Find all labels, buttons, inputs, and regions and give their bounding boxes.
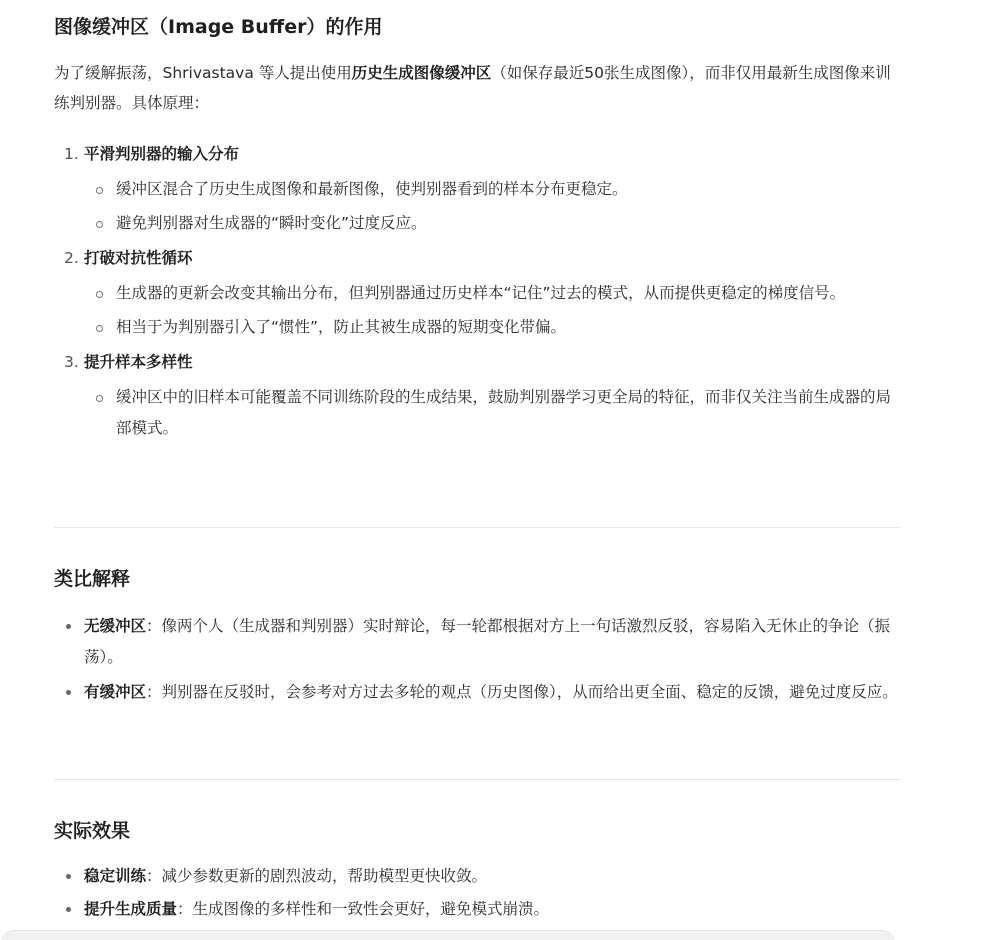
section-divider [54,779,900,780]
sub-item [84,382,900,444]
sub-item-text: 相当于为判别器引入了“惯性”，防止其被生成器的短期变化带偏。 [116,318,567,336]
sub-list [84,174,900,239]
list-number: 1. [64,145,79,163]
sub-item-text: 生成器的更新会改变其输出分布，但判别器通过历史样本“记住”过去的模式，从而提供更稳定的梯度信号。 [116,284,846,302]
list-number: 2. [64,249,79,267]
section-title-analogy: 类比解释 [54,568,131,590]
sub-item-text: 缓冲区中的旧样本可能覆盖不同训练阶段的生成结果，鼓励判别器学习更全局的特征，而非仅关注当前生成器的局部模式。 [116,388,892,437]
principle-list [54,138,900,447]
list-item-bold: 提升生成质量 [84,900,178,918]
list-item [54,677,900,708]
intro-text-before: 为了缓解振荡，Shrivastava 等人提出使用 [54,64,352,82]
intro-text-bold: 历史生成图像缓冲区 [351,64,492,82]
sub-list [84,278,900,343]
sub-item-text: 避免判别器对生成器的“瞬时变化”过度反应。 [116,214,427,232]
effects-list [54,859,900,927]
principle-item [54,242,900,343]
section-title-effects: 实际效果 [54,820,131,842]
principle-item [54,346,900,444]
list-item-bold: 有缓冲区 [84,683,147,701]
sub-item [84,278,900,309]
intro-text-after: （如保存最近50张生成图像），而非仅用最新生成图像来训练判别器。具体原理： [54,64,891,112]
sub-item [84,312,900,343]
intro-paragraph [54,58,900,118]
list-item [54,894,900,925]
section-divider [54,527,900,528]
sub-list [84,382,900,444]
sub-item [84,208,900,239]
list-item [54,861,900,892]
principle-title: 平滑判别器的输入分布 [84,145,240,163]
list-item-text: ：判别器在反驳时，会参考对方过去多轮的观点（历史图像），从而给出更全面、稳定的反馈，避免过度反应。 [146,683,898,701]
list-item-bold: 稳定训练 [84,867,147,885]
list-item [54,611,900,673]
principle-item [54,138,900,239]
list-item-text: ：像两个人（生成器和判别器）实时辩论，每一轮都根据对方上一句话激烈反驳，容易陷入无休止的争论（振荡）。 [84,617,891,666]
hollow-bullet-icon [96,221,103,228]
hollow-bullet-icon [96,395,103,402]
list-item-text: ：减少参数更新的剧烈波动，帮助模型更快收敛。 [146,867,488,885]
section-title-image-buffer: 图像缓冲区（Image Buffer）的作用 [54,16,383,38]
bullet-icon [66,907,71,912]
hollow-bullet-icon [96,325,103,332]
list-number: 3. [64,353,79,371]
list-item-text: ：生成图像的多样性和一致性会更好，避免模式崩溃。 [177,900,550,918]
analogy-list [54,607,900,712]
sub-item [84,174,900,205]
bullet-icon [66,874,71,879]
bullet-icon [66,690,71,695]
principle-title: 提升样本多样性 [84,353,193,371]
hollow-bullet-icon [96,291,103,298]
list-item-bold: 无缓冲区 [84,617,147,635]
bullet-icon [66,624,71,629]
principle-title: 打破对抗性循环 [84,249,193,267]
sub-item-text: 缓冲区混合了历史生成图像和最新图像，使判别器看到的样本分布更稳定。 [116,180,628,198]
hollow-bullet-icon [96,187,103,194]
chat-input-bar[interactable] [0,930,896,940]
